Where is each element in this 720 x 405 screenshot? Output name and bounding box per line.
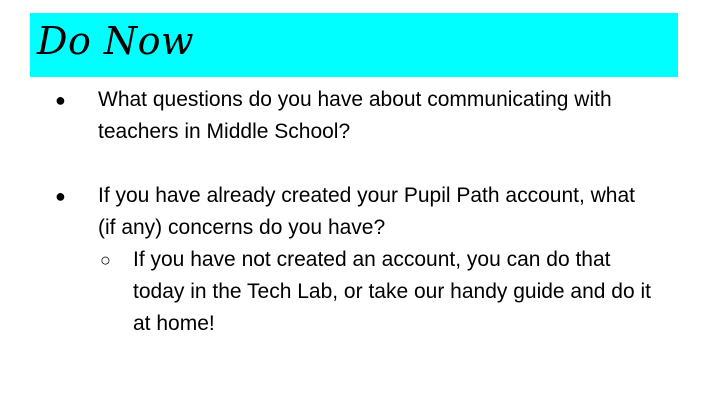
bullet-marker: ●	[55, 90, 66, 110]
bullet-text: What questions do you have about communicating with teachers in Middle School?	[98, 88, 612, 143]
title-banner	[30, 13, 678, 77]
bullet-text: If you have already created your Pupil Path account, what (if any) concerns do you have?	[98, 184, 635, 239]
slide-body	[0, 84, 720, 340]
slide-title: Do Now	[37, 19, 195, 63]
sub-bullet-marker: ○	[100, 250, 111, 270]
bullet-marker: ●	[55, 186, 66, 206]
bullet-item	[0, 84, 658, 148]
bullet-item	[0, 180, 658, 244]
sub-bullet-text: If you have not created an account, you can do that today in the Tech Lab, or take our handy guide and do it at home!	[133, 248, 651, 335]
sub-bullet-item	[0, 244, 653, 340]
